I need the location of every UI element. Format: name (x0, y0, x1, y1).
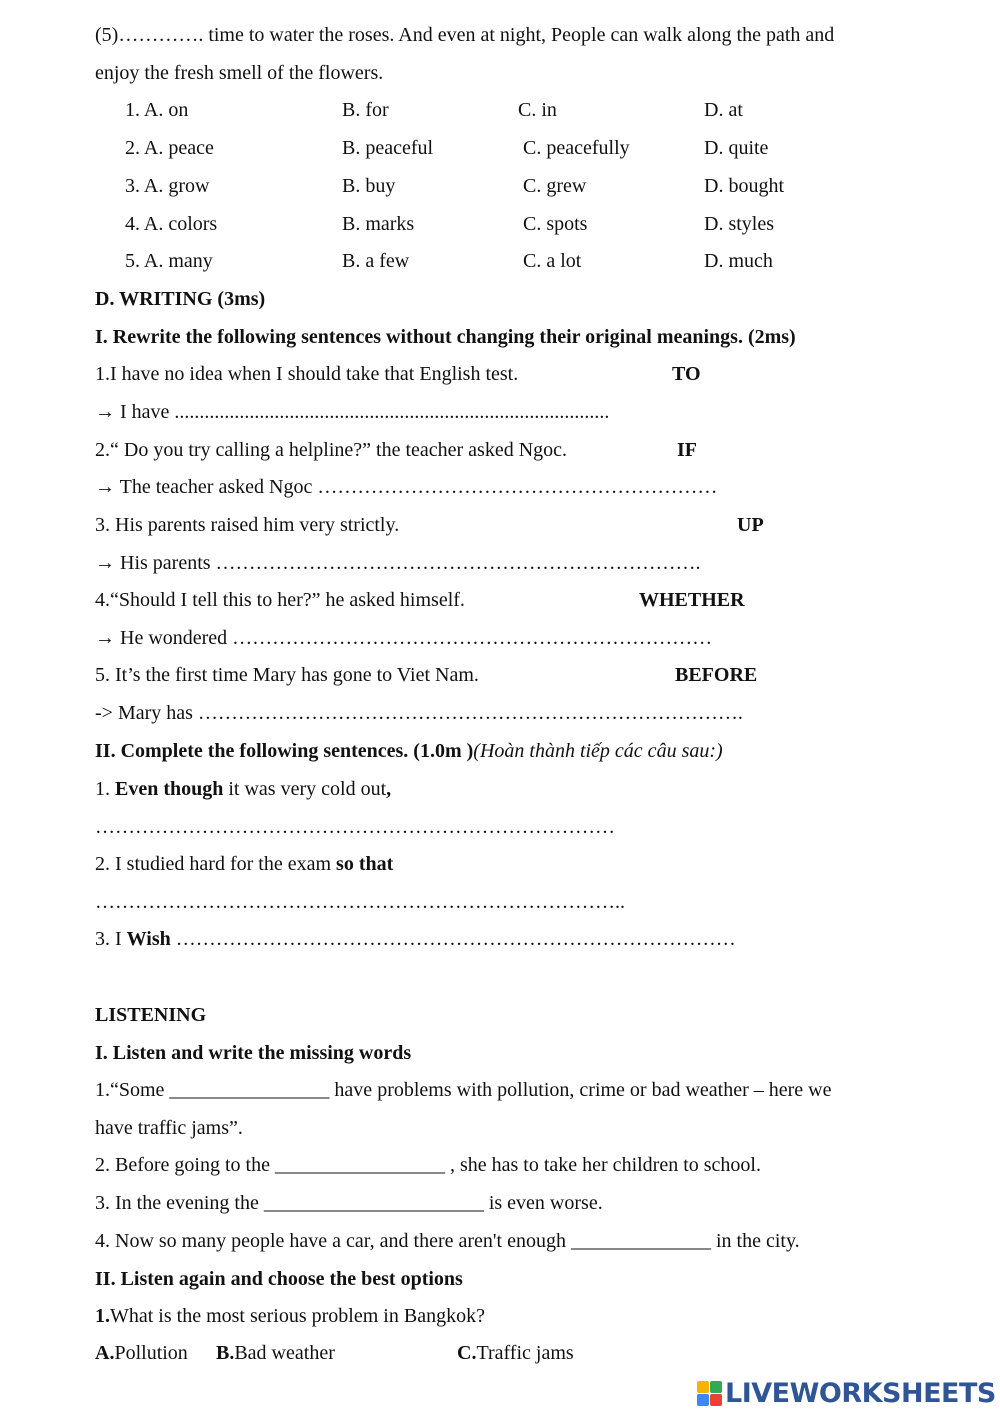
rewrite-sentence: 3. His parents raised him very strictly. (95, 514, 400, 536)
question-text: What is the most serious problem in Bangkok? (110, 1305, 485, 1327)
option-a: 4. A. colors (125, 213, 218, 235)
complete-connector: Even though (115, 778, 224, 800)
complete-rest: ………………………………………………………………………… (170, 928, 736, 950)
complete-prefix: 2. I studied hard for the exam (95, 853, 337, 875)
listening-line[interactable]: 4. Now so many people have a car, and there aren't enough ______________ in the city. (95, 1230, 800, 1252)
option-a: 1. A. on (125, 99, 189, 121)
rewrite-heading: I. Rewrite the following sentences without changing their original meanings. (2ms) (95, 326, 796, 348)
rewrite-sentence: 1.I have no idea when I should take that English test. (95, 363, 519, 385)
option-b: B. a few (342, 250, 410, 272)
logo-grid-icon (697, 1381, 723, 1407)
rewrite-answer-line[interactable]: → He wondered ……………………………………………………………… (95, 627, 713, 649)
option-b: B. marks (342, 213, 415, 235)
listening-line[interactable]: 3. In the evening the ______________________ is even worse. (95, 1192, 603, 1214)
choice-text: Bad weather (234, 1342, 335, 1364)
option-c: C. in (518, 99, 557, 121)
complete-sentence[interactable] (95, 927, 736, 951)
choice-b[interactable] (216, 1341, 335, 1365)
option-a: 2. A. peace (125, 137, 214, 159)
rewrite-answer-line[interactable]: → The teacher asked Ngoc …………………………………………………… (95, 476, 718, 498)
option-a: 3. A. grow (125, 175, 210, 197)
listening-part1-heading: I. Listen and write the missing words (95, 1042, 412, 1064)
liveworksheets-logo (697, 1378, 996, 1410)
choice-letter: A. (95, 1342, 115, 1364)
complete-heading-italic: (Hoàn thành tiếp các câu sau:) (473, 740, 723, 762)
rewrite-keyword: TO (672, 363, 701, 385)
question-number: 1. (95, 1305, 110, 1327)
complete-heading (95, 739, 723, 763)
choice-letter: B. (216, 1342, 235, 1364)
complete-sentence (95, 777, 391, 801)
complete-prefix: 1. (95, 778, 115, 800)
option-b: B. buy (342, 175, 396, 197)
option-b: B. for (342, 99, 389, 121)
listening-line[interactable]: 2. Before going to the _________________ , she has to take her children to school. (95, 1154, 761, 1176)
option-a: 5. A. many (125, 250, 213, 272)
rewrite-answer-line[interactable]: → I have ....................................................................................... (95, 401, 610, 423)
option-b: B. peaceful (342, 137, 434, 159)
option-d: D. at (704, 99, 743, 121)
rewrite-keyword: BEFORE (675, 664, 758, 686)
listening-line: have traffic jams”. (95, 1117, 243, 1139)
listening-heading: LISTENING (95, 1004, 207, 1026)
complete-rest: it was very cold out (223, 778, 387, 800)
choice-a[interactable] (95, 1341, 188, 1365)
complete-sentence (95, 852, 393, 876)
passage-line-2: enjoy the fresh smell of the flowers. (95, 62, 384, 84)
choice-text: Traffic jams (476, 1342, 574, 1364)
complete-comma: , (386, 778, 392, 800)
listening-line[interactable]: 1.“Some ________________ have problems with pollution, crime or bad weather – here we (95, 1079, 832, 1101)
complete-prefix: 3. I (95, 928, 127, 950)
rewrite-keyword: IF (677, 439, 697, 461)
rewrite-keyword: UP (737, 514, 764, 536)
option-c: C. spots (523, 213, 588, 235)
complete-heading-bold: II. Complete the following sentences. (1.0m ) (95, 740, 474, 762)
complete-answer-line[interactable]: …………………………………………………………………… (95, 816, 615, 838)
passage-line-1: (5)…………. time to water the roses. And even at night, People can walk along the path and (95, 24, 835, 46)
option-c: C. a lot (523, 250, 582, 272)
rewrite-keyword: WHETHER (639, 589, 745, 611)
complete-connector: Wish (126, 928, 171, 950)
option-d: D. bought (704, 175, 784, 197)
listening-question (95, 1304, 485, 1328)
complete-answer-line[interactable]: …………………………………………………………………….. (95, 891, 625, 913)
option-d: D. quite (704, 137, 769, 159)
rewrite-answer-line[interactable]: → His parents ………………………………………………………………. (95, 552, 701, 574)
option-c: C. peacefully (523, 137, 630, 159)
rewrite-answer-line[interactable]: -> Mary has ………………………………………………………………………. (95, 702, 743, 724)
option-c: C. grew (523, 175, 587, 197)
choice-letter: C. (457, 1342, 477, 1364)
rewrite-sentence: 4.“Should I tell this to her?” he asked himself. (95, 589, 465, 611)
complete-connector: so that (336, 853, 394, 875)
choice-c[interactable] (457, 1341, 574, 1365)
rewrite-sentence: 5. It’s the first time Mary has gone to Viet Nam. (95, 664, 479, 686)
writing-heading: D. WRITING (3ms) (95, 288, 266, 310)
option-d: D. much (704, 250, 773, 272)
choice-text: Pollution (114, 1342, 188, 1364)
option-d: D. styles (704, 213, 774, 235)
logo-text: LIVEWORKSHEETS (725, 1378, 996, 1409)
listening-part2-heading: II. Listen again and choose the best options (95, 1268, 463, 1290)
rewrite-sentence: 2.“ Do you try calling a helpline?” the teacher asked Ngoc. (95, 439, 568, 461)
